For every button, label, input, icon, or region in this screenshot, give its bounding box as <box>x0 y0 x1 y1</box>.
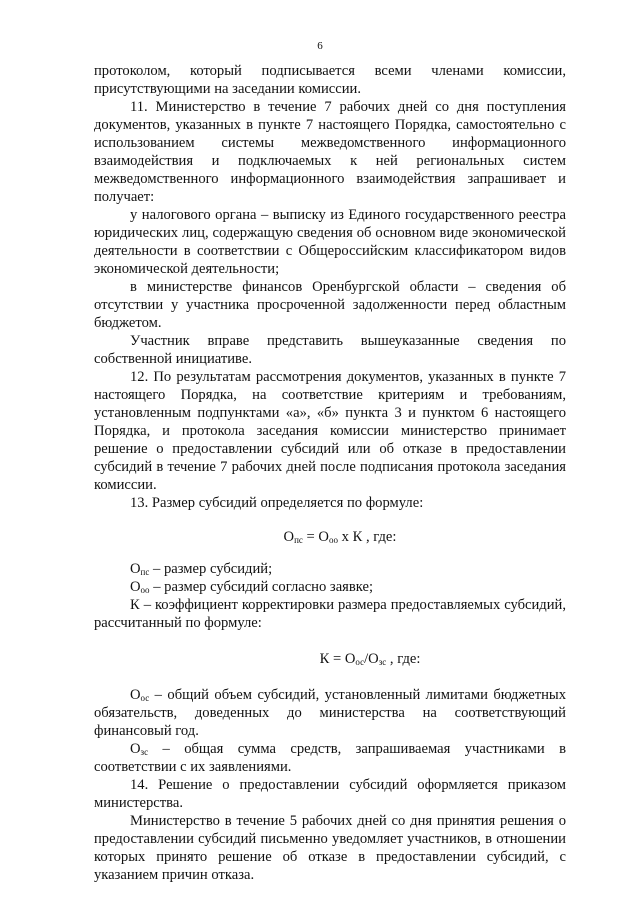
paragraph-notification: Министерство в течение 5 рабочих дней со дня принятия решения о предоставлении субсидий письменно уведомляет участников, в отношении которых принято решение об отказе в предоставлении субсидий, с указанием причин отказа. <box>94 813 566 883</box>
paragraph-12: 12. По результатам рассмотрения документов, указанных в пункте 7 настоящего Порядка, на соответствие критериям и требованиям, установленным подпунктами «а», «б» пункта 3 и пунктом 6 настоящего Порядка, и протокола заседания комиссии министерство принимает решение о предоставлении субсидий или об отказе в предоставлении субсидий в течение 7 рабочих дней после подписания протокола заседания комиссии. <box>94 369 566 493</box>
formula-coefficient: $К = О_{ос}/О_{зс}$ , где: <box>319 651 421 667</box>
definition-ops: $О_{пс}$ – размер субсидий; <box>130 561 273 577</box>
paragraph-participant-right: Участник вправе представить вышеуказанные сведения по собственной инициативе. <box>94 333 566 367</box>
paragraph-continuation: протоколом, который подписывается всеми членами комиссии, присутствующими на заседании комиссии. <box>94 63 566 97</box>
page-number: 6 <box>317 40 323 52</box>
paragraph-13: 13. Размер субсидий определяется по формуле: <box>130 495 424 511</box>
paragraph-ministry-finance: в министерстве финансов Оренбургской области – сведения об отсутствии у участника просроченной задолженности перед областным бюджетом. <box>94 279 566 331</box>
formula-subsidy-size: $О_{пс} = О_{оо}$ x К , где: <box>283 529 397 545</box>
paragraph-14: 14. Решение о предоставлении субсидий оформляется приказом министерства. <box>94 777 566 811</box>
definition-ooo: $О_{оо}$ – размер субсидий согласно заявке; <box>130 579 374 595</box>
definition-oos: $О_{ос}$ – общий объем субсидий, установленный лимитами бюджетных обязательств, доведенных до министерства на соответствующий финансовый год. <box>94 687 566 739</box>
document-body <box>94 62 566 884</box>
definition-ozs: $О_{зс}$ – общая сумма средств, запрашиваемая участниками в соответствии с их заявлениями. <box>94 741 566 775</box>
definition-k: К – коэффициент корректировки размера предоставляемых субсидий, рассчитанный по формуле: <box>94 597 566 631</box>
paragraph-11: 11. Министерство в течение 7 рабочих дней со дня поступления документов, указанных в пункте 7 настоящего Порядка, самостоятельно с использованием системы межведомственного информационного взаимодействия и подключаемых к ней региональных систем межведомственного информационного взаимодействия запрашивает и получает: <box>94 99 566 205</box>
paragraph-tax-authority: у налогового органа – выписку из Единого государственного реестра юридических лиц, содержащую сведения об основном виде экономической деятельности в соответствии с Общероссийским классификатором видов экономической деятельности; <box>94 207 566 277</box>
